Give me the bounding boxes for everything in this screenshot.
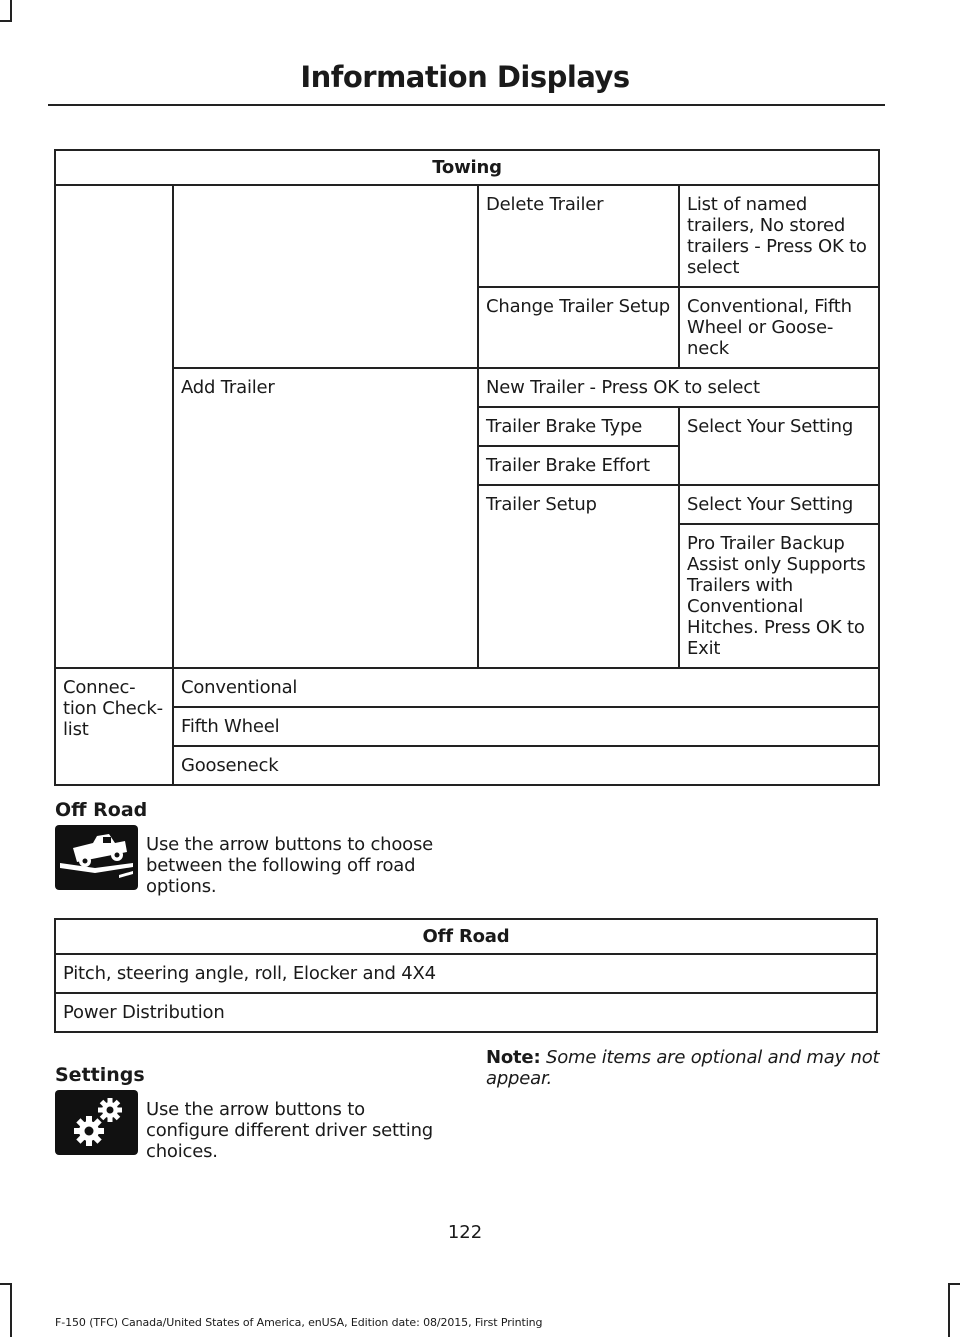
new-trailer-label: New Trailer - Press OK to select <box>478 368 879 407</box>
pro-trailer-backup-note: Pro Trailer Backup Assist only Supports Trailers with Conventional Hitches. Press OK to Exit <box>679 524 879 668</box>
trailer-setup-setting: Select Your Setting <box>679 485 879 524</box>
towing-table-title: Towing <box>55 150 879 185</box>
page-number: 122 <box>447 1222 483 1243</box>
towing-table <box>54 149 880 786</box>
header-divider <box>48 104 885 106</box>
crop-mark <box>10 0 12 22</box>
crop-mark <box>948 1283 960 1285</box>
trailer-brake-type-label: Trailer Brake Type <box>478 407 679 446</box>
gooseneck-option: Gooseneck <box>173 746 879 785</box>
page-title: Information Displays <box>300 60 630 94</box>
gears-icon <box>55 1090 138 1155</box>
off-road-description: Use the arrow buttons to choose between the following off road options. <box>146 834 434 897</box>
off-road-truck-icon <box>55 825 138 890</box>
note <box>486 1047 886 1089</box>
trailer-brake-effort-label: Trailer Brake Effort <box>478 446 679 485</box>
off-road-heading: Off Road <box>55 799 148 821</box>
change-trailer-setup-label: Change Trailer Setup <box>478 287 679 368</box>
table-cell <box>173 185 478 368</box>
add-trailer-label: Add Trailer <box>173 368 478 668</box>
crop-mark <box>0 20 12 22</box>
trailer-setup-label: Trailer Setup <box>478 485 679 668</box>
note-text: Some items are optional and may not appear. <box>486 1047 880 1089</box>
crop-mark <box>10 1283 12 1337</box>
table-row: Pitch, steering angle, roll, Elocker and 4X4 <box>55 954 877 993</box>
settings-description: Use the arrow buttons to configure different driver setting choices. <box>146 1099 434 1162</box>
conventional-option: Conventional <box>173 668 879 707</box>
note-label: Note: <box>486 1047 541 1068</box>
crop-mark <box>0 1283 12 1285</box>
delete-trailer-value: List of named trailers, No stored trailers - Press OK to select <box>679 185 879 287</box>
table-cell <box>55 185 173 668</box>
footer-text: F-150 (TFC) Canada/United States of America, enUSA, Edition date: 08/2015, First Printing <box>55 1316 543 1329</box>
change-trailer-setup-value: Conventional, Fifth Wheel or Goose-neck <box>679 287 879 368</box>
crop-mark <box>948 1283 950 1337</box>
delete-trailer-label: Delete Trailer <box>478 185 679 287</box>
off-road-table-title: Off Road <box>55 919 877 954</box>
trailer-brake-setting: Select Your Setting <box>679 407 879 485</box>
settings-heading: Settings <box>55 1064 145 1086</box>
table-row: Power Distribution <box>55 993 877 1032</box>
fifth-wheel-option: Fifth Wheel <box>173 707 879 746</box>
off-road-table <box>54 918 878 1033</box>
connection-checklist-label: Connec-tion Check-list <box>55 668 173 785</box>
